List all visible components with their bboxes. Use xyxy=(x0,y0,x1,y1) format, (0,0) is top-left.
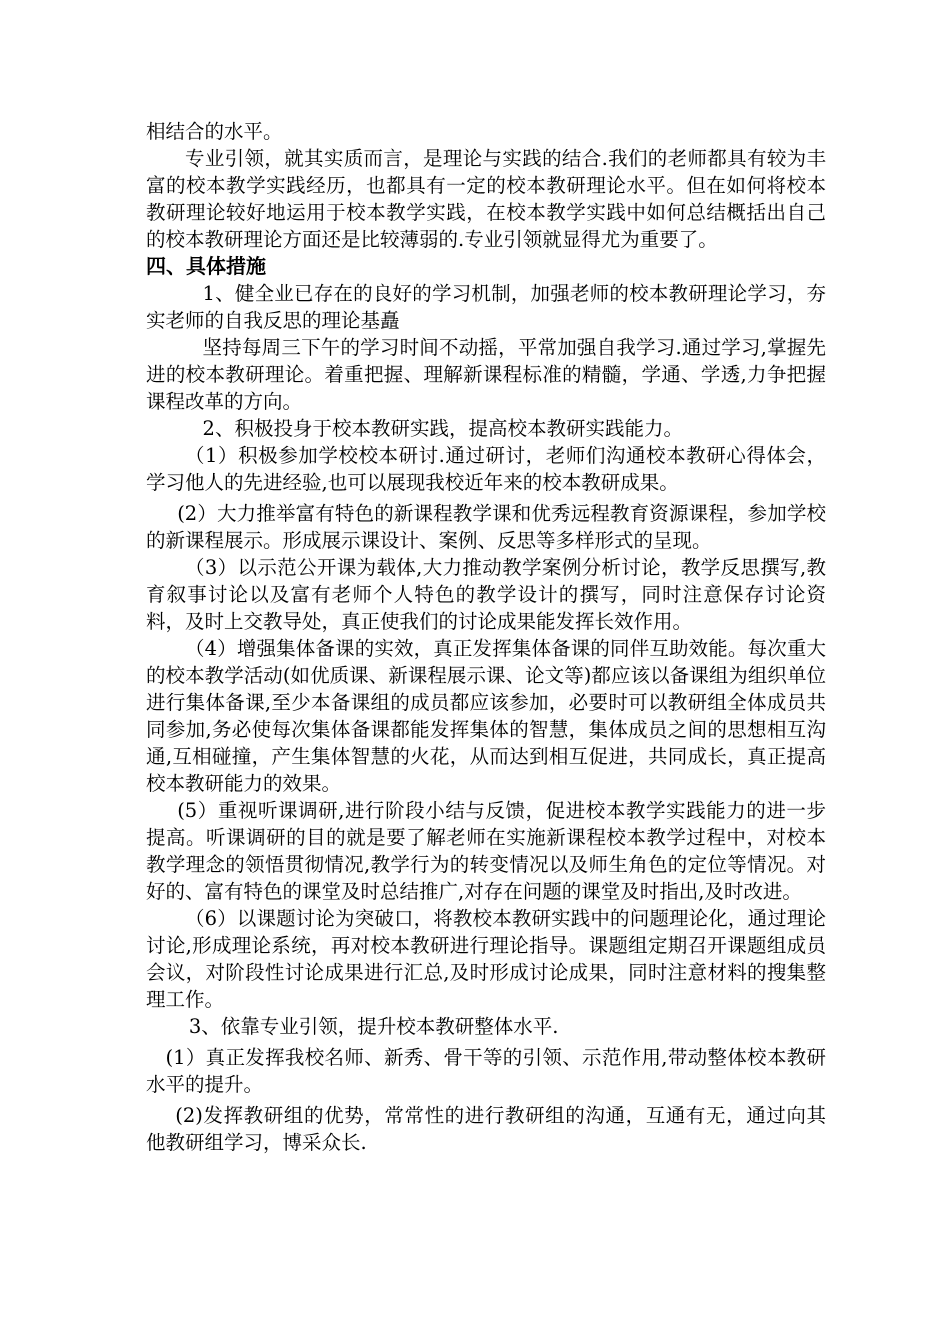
paragraph-item-3: （3）以示范公开课为载体,大力推动教学案例分析讨论，教学反思撰写,教育叙事讨论以及富有老师个人特色的教学设计的撰写，同时注意保存讨论资料，及时上交教导处，真正使我们的讨论成果能发挥长效作用。 xyxy=(146,556,826,633)
paragraph-measure-3: 3、依靠专业引领，提升校本教研整体水平. xyxy=(188,1015,559,1038)
paragraph-sub-2: (2)发挥教研组的优势，常常性的进行教研组的沟通，互通有无，通过向其他教研组学习，博采众长. xyxy=(146,1104,826,1154)
paragraph-measure-1: 1、健全业已存在的良好的学习机制，加强老师的校本教研理论学习，夯实老师的自我反思的理论基矗 xyxy=(146,282,826,332)
document-page xyxy=(146,118,826,1156)
paragraph-item-2: (2）大力推举富有特色的新课程教学课和优秀远程教育资源课程，参加学校的新课程展示。形成展示课设计、案例、反思等多样形式的呈现。 xyxy=(146,502,826,552)
paragraph-sub-1: (1）真正发挥我校名师、新秀、骨干等的引领、示范作用,带动整体校本教研水平的提升。 xyxy=(146,1046,826,1096)
paragraph-item-1: （1）积极参加学校校本研讨.通过研讨，老师们沟通校本教研心得体会，学习他人的先进经验,也可以展现我校近年来的校本教研成果。 xyxy=(146,444,826,494)
paragraph-measure-2: 2、积极投身于校本教研实践，提高校本教研实践能力。 xyxy=(202,417,683,440)
paragraph-item-6: （6）以课题讨论为突破口，将教校本教研实践中的问题理论化，通过理论讨论,形成理论系统，再对校本教研进行理论指导。课题组定期召开课题组成员会议，对阶段性讨论成果进行汇总,及时形成讨论成果，同时注意材料的搜集整理工作。 xyxy=(146,907,826,1011)
paragraph-item-4: （4）增强集体备课的实效，真正发挥集体备课的同伴互助效能。每次重大的校本教学活动(如优质课、新课程展示课、论文等)都应该以备课组为组织单位进行集体备课,至少本备课组的成员都应该参加，必要时可以教研组全体成员共同参加,务必使每次集体备课都能发挥集体的智慧，集体成员之间的思想相互沟通,互相碰撞，产生集体智慧的火花，从而达到相互促进，共同成长，真正提高校本教研能力的效果。 xyxy=(146,637,826,795)
section-heading: 四、具体措施 xyxy=(146,254,266,278)
paragraph-study-time: 坚持每周三下午的学习时间不动摇，平常加强自我学习.通过学习,掌握先进的校本教研理论。着重把握、理解新课程标准的精髓，学通、学透,力争把握课程改革的方向。 xyxy=(146,336,826,413)
paragraph-professional-guidance: 专业引领，就其实质而言，是理论与实践的结合.我们的老师都具有较为丰富的校本教学实践经历，也都具有一定的校本教研理论水平。但在如何将校本教研理论较好地运用于校本教学实践，在校本教学实践中如何总结概括出自己的校本教研理论方面还是比较薄弱的.专业引领就显得尤为重要了。 xyxy=(146,147,826,251)
paragraph-continuation: 相结合的水平。 xyxy=(146,120,283,143)
paragraph-item-5: (5）重视听课调研,进行阶段小结与反馈，促进校本教学实践能力的进一步提高。听课调研的目的就是要了解老师在实施新课程校本教学过程中，对校本教学理念的领悟贯彻情况,教学行为的转变情况以及师生角色的定位等情况。对好的、富有特色的课堂及时总结推广,对存在问题的课堂及时指出,及时改进。 xyxy=(146,799,826,903)
